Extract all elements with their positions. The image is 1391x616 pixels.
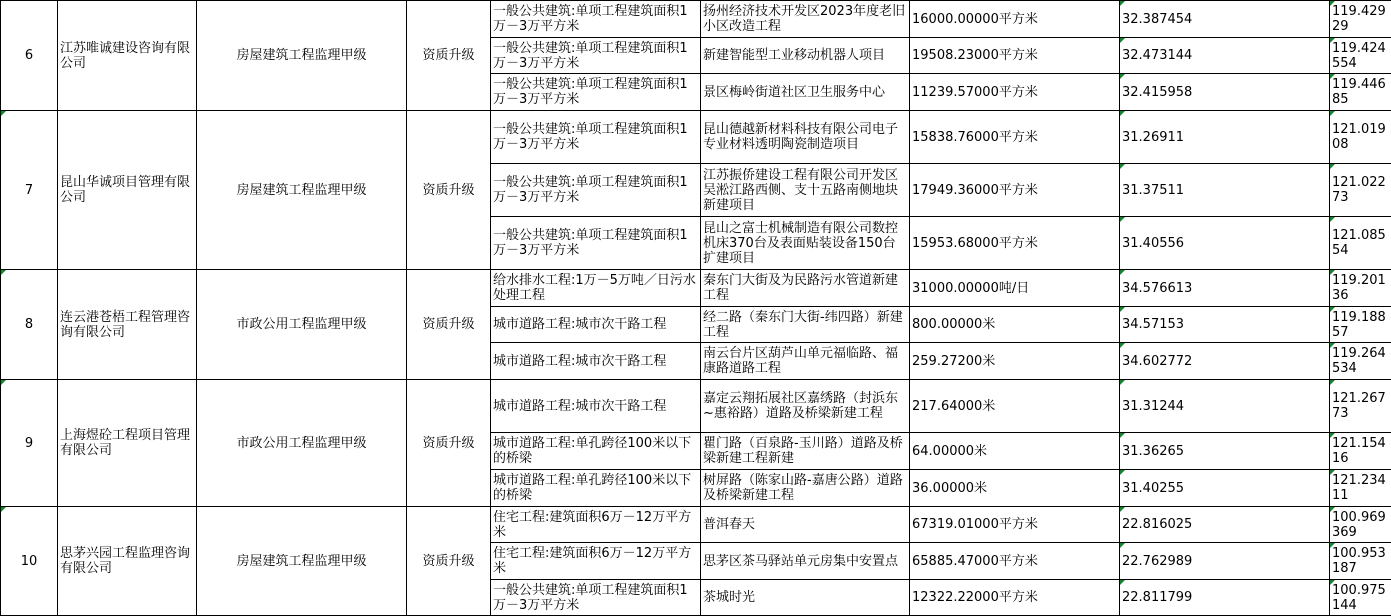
longitude-cell[interactable]: 121.26773 (1330, 380, 1391, 433)
longitude-cell[interactable]: 121.15416 (1330, 433, 1391, 470)
scale-cell[interactable]: 16000.00000平方米 (910, 1, 1120, 38)
latitude-cell[interactable]: 34.57153 (1120, 307, 1330, 343)
scale-cell[interactable]: 31000.00000吨/日 (910, 270, 1120, 307)
scale-cell[interactable]: 800.00000米 (910, 307, 1120, 343)
latitude-cell[interactable]: 22.811799 (1120, 580, 1330, 616)
index-cell[interactable]: 9 (1, 380, 58, 507)
project-name-cell[interactable]: 瞿门路（百泉路-玉川路）道路及桥梁新建工程新建 (701, 433, 910, 470)
category-cell[interactable]: 一般公共建筑:单项工程建筑面积1万－3万平方米 (491, 1, 701, 38)
category-cell[interactable]: 一般公共建筑:单项工程建筑面积1万－3万平方米 (491, 580, 701, 616)
latitude-cell[interactable]: 31.31244 (1120, 380, 1330, 433)
application-type-cell[interactable]: 资质升级 (407, 1, 491, 111)
qualification-cell[interactable]: 房屋建筑工程监理甲级 (197, 111, 407, 270)
application-type-cell[interactable]: 资质升级 (407, 507, 491, 616)
category-cell[interactable]: 一般公共建筑:单项工程建筑面积1万－3万平方米 (491, 74, 701, 111)
scale-cell[interactable]: 64.00000米 (910, 433, 1120, 470)
category-cell[interactable]: 一般公共建筑:单项工程建筑面积1万－3万平方米 (491, 111, 701, 164)
category-cell[interactable]: 一般公共建筑:单项工程建筑面积1万－3万平方米 (491, 38, 701, 74)
latitude-cell[interactable]: 32.415958 (1120, 74, 1330, 111)
longitude-cell[interactable]: 119.264534 (1330, 343, 1391, 380)
project-name-cell[interactable]: 昆山德越新材料科技有限公司电子专业材料透明陶瓷制造项目 (701, 111, 910, 164)
qualification-cell[interactable]: 市政公用工程监理甲级 (197, 270, 407, 380)
longitude-cell[interactable]: 119.42929 (1330, 1, 1391, 38)
index-cell[interactable]: 7 (1, 111, 58, 270)
category-cell[interactable]: 一般公共建筑:单项工程建筑面积1万－3万平方米 (491, 164, 701, 217)
index-cell[interactable]: 6 (1, 1, 58, 111)
latitude-cell[interactable]: 34.576613 (1120, 270, 1330, 307)
table-row (1, 380, 1391, 433)
category-cell[interactable]: 城市道路工程:城市次干路工程 (491, 380, 701, 433)
project-name-cell[interactable]: 树屏路（陈家山路-嘉唐公路）道路及桥梁新建工程 (701, 470, 910, 507)
company-cell[interactable]: 江苏唯诚建设咨询有限公司 (58, 1, 197, 111)
index-cell[interactable]: 10 (1, 507, 58, 616)
project-name-cell[interactable]: 嘉定云翔拓展社区嘉绣路（封浜东~惠裕路）道路及桥梁新建工程 (701, 380, 910, 433)
latitude-cell[interactable]: 22.762989 (1120, 543, 1330, 580)
project-name-cell[interactable]: 景区梅岭街道社区卫生服务中心 (701, 74, 910, 111)
longitude-cell[interactable]: 121.23411 (1330, 470, 1391, 507)
category-cell[interactable]: 住宅工程:建筑面积6万－12万平方米 (491, 507, 701, 543)
company-cell[interactable]: 连云港苍梧工程管理咨询有限公司 (58, 270, 197, 380)
project-name-cell[interactable]: 秦东门大街及为民路污水管道新建工程 (701, 270, 910, 307)
latitude-cell[interactable]: 34.602772 (1120, 343, 1330, 380)
category-cell[interactable]: 给水排水工程:1万－5万吨／日污水处理工程 (491, 270, 701, 307)
longitude-cell[interactable]: 121.08554 (1330, 217, 1391, 270)
project-name-cell[interactable]: 思茅区茶马驿站单元房集中安置点 (701, 543, 910, 580)
latitude-cell[interactable]: 22.816025 (1120, 507, 1330, 543)
scale-cell[interactable]: 65885.47000平方米 (910, 543, 1120, 580)
scale-cell[interactable]: 19508.23000平方米 (910, 38, 1120, 74)
project-name-cell[interactable]: 新建智能型工业移动机器人项目 (701, 38, 910, 74)
application-type-cell[interactable]: 资质升级 (407, 111, 491, 270)
longitude-cell[interactable]: 100.969369 (1330, 507, 1391, 543)
scale-cell[interactable]: 15953.68000平方米 (910, 217, 1120, 270)
category-cell[interactable]: 城市道路工程:单孔跨径100米以下的桥梁 (491, 433, 701, 470)
table-row (1, 270, 1391, 307)
company-cell[interactable]: 上海煜砼工程项目管理有限公司 (58, 380, 197, 507)
longitude-cell[interactable]: 119.44685 (1330, 74, 1391, 111)
category-cell[interactable]: 一般公共建筑:单项工程建筑面积1万－3万平方米 (491, 217, 701, 270)
latitude-cell[interactable]: 31.26911 (1120, 111, 1330, 164)
longitude-cell[interactable]: 119.18857 (1330, 307, 1391, 343)
application-type-cell[interactable]: 资质升级 (407, 380, 491, 507)
category-cell[interactable]: 城市道路工程:城市次干路工程 (491, 307, 701, 343)
longitude-cell[interactable]: 121.02273 (1330, 164, 1391, 217)
project-name-cell[interactable]: 江苏振侨建设工程有限公司开发区吴淞江路西侧、支十五路南侧地块新建项目 (701, 164, 910, 217)
qualification-cell[interactable]: 房屋建筑工程监理甲级 (197, 507, 407, 616)
category-cell[interactable]: 城市道路工程:城市次干路工程 (491, 343, 701, 380)
longitude-cell[interactable]: 119.20136 (1330, 270, 1391, 307)
company-cell[interactable]: 思茅兴园工程监理咨询有限公司 (58, 507, 197, 616)
qualification-cell[interactable]: 房屋建筑工程监理甲级 (197, 1, 407, 111)
table-row (1, 507, 1391, 543)
table-row (1, 111, 1391, 164)
scale-cell[interactable]: 217.64000米 (910, 380, 1120, 433)
project-name-cell[interactable]: 普洱春天 (701, 507, 910, 543)
longitude-cell[interactable]: 121.01908 (1330, 111, 1391, 164)
index-cell[interactable]: 8 (1, 270, 58, 380)
table-row (1, 1, 1391, 38)
scale-cell[interactable]: 36.00000米 (910, 470, 1120, 507)
latitude-cell[interactable]: 31.36265 (1120, 433, 1330, 470)
project-name-cell[interactable]: 昆山之富士机械制造有限公司数控机床370台及表面贴装设备150台扩建项目 (701, 217, 910, 270)
scale-cell[interactable]: 12322.22000平方米 (910, 580, 1120, 616)
qualification-cell[interactable]: 市政公用工程监理甲级 (197, 380, 407, 507)
longitude-cell[interactable]: 119.424554 (1330, 38, 1391, 74)
company-cell[interactable]: 昆山华诚项目管理有限公司 (58, 111, 197, 270)
scale-cell[interactable]: 259.27200米 (910, 343, 1120, 380)
project-name-cell[interactable]: 扬州经济技术开发区2023年度老旧小区改造工程 (701, 1, 910, 38)
latitude-cell[interactable]: 32.387454 (1120, 1, 1330, 38)
longitude-cell[interactable]: 100.975144 (1330, 580, 1391, 616)
latitude-cell[interactable]: 31.40255 (1120, 470, 1330, 507)
category-cell[interactable]: 城市道路工程:单孔跨径100米以下的桥梁 (491, 470, 701, 507)
project-name-cell[interactable]: 南云台片区葫芦山单元福临路、福康路道路工程 (701, 343, 910, 380)
longitude-cell[interactable]: 100.953187 (1330, 543, 1391, 580)
project-name-cell[interactable]: 茶城时光 (701, 580, 910, 616)
scale-cell[interactable]: 67319.01000平方米 (910, 507, 1120, 543)
latitude-cell[interactable]: 31.40556 (1120, 217, 1330, 270)
latitude-cell[interactable]: 31.37511 (1120, 164, 1330, 217)
application-type-cell[interactable]: 资质升级 (407, 270, 491, 380)
scale-cell[interactable]: 15838.76000平方米 (910, 111, 1120, 164)
scale-cell[interactable]: 11239.57000平方米 (910, 74, 1120, 111)
scale-cell[interactable]: 17949.36000平方米 (910, 164, 1120, 217)
latitude-cell[interactable]: 32.473144 (1120, 38, 1330, 74)
category-cell[interactable]: 住宅工程:建筑面积6万－12万平方米 (491, 543, 701, 580)
project-name-cell[interactable]: 经二路（秦东门大街-纬四路）新建工程 (701, 307, 910, 343)
